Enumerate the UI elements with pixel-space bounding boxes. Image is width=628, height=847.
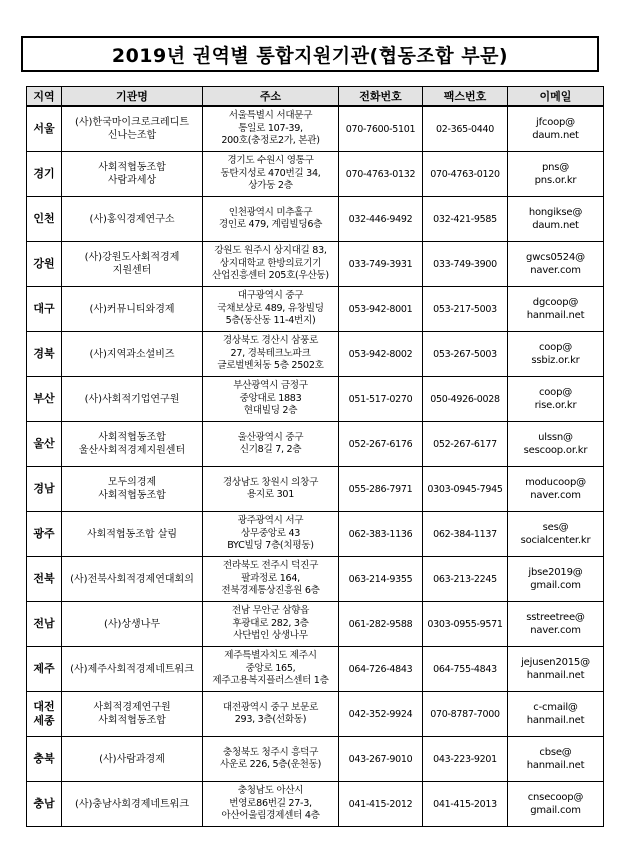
region-cell xyxy=(27,557,62,602)
address-cell-line: 제주고용복지플러스센터 1층 xyxy=(212,675,329,687)
org-name-cell-line: (사)충남사회경제네트워크 xyxy=(74,798,190,810)
org-name-cell xyxy=(62,737,203,782)
region-cell-line: 경기 xyxy=(33,167,55,180)
region-cell-line: 서울 xyxy=(33,122,55,135)
email-cell-line: pns.or.kr xyxy=(534,175,577,186)
address-cell xyxy=(203,467,339,512)
address-cell-line: 대전광역시 중구 보문로 xyxy=(222,701,319,713)
agency-table xyxy=(26,86,604,827)
address-cell-line: 통일로 107-39, xyxy=(238,122,303,134)
org-name-cell xyxy=(62,242,203,287)
address-cell xyxy=(203,197,339,242)
fax-cell: 070-8787-7000 xyxy=(423,692,508,737)
email-cell-line: cbse@ xyxy=(539,747,572,758)
org-name-cell-line: 사회적협동조합 xyxy=(98,715,166,726)
org-name-cell xyxy=(62,422,203,467)
phone-cell: 070-7600-5101 xyxy=(339,106,423,152)
phone-cell: 061-282-9588 xyxy=(339,602,423,647)
table-row xyxy=(27,737,604,782)
address-cell xyxy=(203,287,339,332)
email-cell xyxy=(508,332,604,377)
email-cell-line: jfcoop@ xyxy=(536,117,575,128)
region-cell xyxy=(27,197,62,242)
table-body xyxy=(27,106,604,827)
header-address: 주소 xyxy=(203,87,339,107)
email-cell-line: sescoop.or.kr xyxy=(523,445,588,456)
org-name-cell-line: (사)홍익경제연구소 xyxy=(89,213,175,225)
table-row xyxy=(27,422,604,467)
region-cell-line: 전남 xyxy=(33,617,55,630)
org-name-cell-line: 사회적협동조합 살림 xyxy=(86,528,178,540)
email-cell-line: coop@ xyxy=(538,342,573,353)
email-cell xyxy=(508,106,604,152)
address-cell xyxy=(203,106,339,152)
address-cell-line: 전라북도 전주시 덕진구 xyxy=(222,560,319,572)
region-cell xyxy=(27,512,62,557)
table-row xyxy=(27,152,604,197)
address-cell-line: 번영로86번길 27-3, xyxy=(229,797,312,809)
region-cell-line: 강원 xyxy=(33,257,55,270)
org-name-cell xyxy=(62,152,203,197)
org-name-cell xyxy=(62,782,203,827)
org-name-cell xyxy=(62,647,203,692)
address-cell xyxy=(203,602,339,647)
table-header-row xyxy=(27,87,604,107)
address-cell-line: 사단법인 상생나무 xyxy=(233,630,308,642)
region-cell xyxy=(27,602,62,647)
email-cell-line: sstreetree@ xyxy=(526,612,585,623)
email-cell xyxy=(508,782,604,827)
email-cell xyxy=(508,737,604,782)
region-cell xyxy=(27,242,62,287)
address-cell-line: 경인로 479, 계림빌딩6층 xyxy=(218,219,323,230)
header-org: 기관명 xyxy=(62,87,203,107)
region-cell xyxy=(27,106,62,152)
email-cell-line: ulssn@ xyxy=(538,432,573,443)
address-cell-line: 현대빌딩 2층 xyxy=(243,405,298,417)
address-cell xyxy=(203,377,339,422)
table-row xyxy=(27,287,604,332)
org-name-cell-line: 신나는조합 xyxy=(107,130,157,141)
email-cell xyxy=(508,467,604,512)
address-cell-line: 상무중앙로 43 xyxy=(240,527,301,539)
email-cell xyxy=(508,287,604,332)
region-cell-line: 인천 xyxy=(33,212,55,225)
org-name-cell-line: (사)강원도사회적경제 xyxy=(84,252,180,263)
fax-cell: 052-267-6177 xyxy=(423,422,508,467)
address-cell-line: 산업진흥센터 205호(우산동) xyxy=(212,270,329,282)
org-name-cell-line: (사)전북사회적경제연대회의 xyxy=(70,573,194,585)
fax-cell: 0303-0945-7945 xyxy=(423,467,508,512)
address-cell-line: 용지로 301 xyxy=(246,489,295,500)
address-cell xyxy=(203,512,339,557)
fax-cell: 033-749-3900 xyxy=(423,242,508,287)
org-name-cell-line: 지원센터 xyxy=(112,265,152,276)
address-cell-line: 글로벌벤처동 5층 2502호 xyxy=(217,360,324,372)
address-cell xyxy=(203,152,339,197)
email-cell xyxy=(508,602,604,647)
address-cell-line: 동탄지성로 470번길 34, xyxy=(220,167,321,179)
header-region: 지역 xyxy=(27,87,62,107)
phone-cell: 042-352-9924 xyxy=(339,692,423,737)
address-cell-line: 아산어울림경제센터 4층 xyxy=(221,810,320,822)
region-cell xyxy=(27,692,62,737)
address-cell-line: 강원도 원주시 상지대길 83, xyxy=(214,245,327,257)
email-cell xyxy=(508,557,604,602)
org-name-cell-line: (사)한국마이크로크레디트 xyxy=(74,117,190,128)
address-cell-line: 전남 무안군 삼향읍 xyxy=(231,605,310,617)
phone-cell: 070-4763-0132 xyxy=(339,152,423,197)
region-cell-line: 부산 xyxy=(33,392,55,405)
table-row xyxy=(27,242,604,287)
address-cell-line: 293, 3층(선화동) xyxy=(234,714,307,725)
table-row xyxy=(27,512,604,557)
email-cell xyxy=(508,512,604,557)
email-cell xyxy=(508,422,604,467)
region-cell xyxy=(27,737,62,782)
org-name-cell-line: (사)지역과소셜비즈 xyxy=(89,348,175,360)
org-name-cell-line: (사)사회적기업연구원 xyxy=(84,393,180,405)
email-cell-line: hanmail.net xyxy=(526,715,585,726)
email-cell-line: ses@ xyxy=(542,522,569,533)
email-cell-line: socialcenter.kr xyxy=(520,535,591,546)
phone-cell: 032-446-9492 xyxy=(339,197,423,242)
phone-cell: 062-383-1136 xyxy=(339,512,423,557)
table-row xyxy=(27,467,604,512)
fax-cell: 032-421-9585 xyxy=(423,197,508,242)
email-cell-line: daum.net xyxy=(532,220,579,231)
region-cell-line: 세종 xyxy=(33,714,55,727)
address-cell xyxy=(203,692,339,737)
email-cell-line: naver.com xyxy=(530,265,581,276)
org-name-cell-line: (사)제주사회적경제네트워크 xyxy=(70,663,194,675)
org-name-cell-line: (사)상생나무 xyxy=(103,618,161,630)
fax-cell: 053-267-5003 xyxy=(423,332,508,377)
org-name-cell xyxy=(62,197,203,242)
email-cell-line: coop@ xyxy=(538,387,573,398)
address-cell-line: 대구광역시 중구 xyxy=(237,290,304,302)
phone-cell: 053-942-8002 xyxy=(339,332,423,377)
address-cell-line: 서울특별시 서대문구 xyxy=(228,110,313,122)
email-cell-line: rise.or.kr xyxy=(534,400,577,411)
email-cell-line: hanmail.net xyxy=(526,760,585,771)
email-cell xyxy=(508,152,604,197)
address-cell xyxy=(203,557,339,602)
phone-cell: 033-749-3931 xyxy=(339,242,423,287)
table-row xyxy=(27,692,604,737)
table-row xyxy=(27,377,604,422)
address-cell xyxy=(203,647,339,692)
table-row xyxy=(27,197,604,242)
phone-cell: 043-267-9010 xyxy=(339,737,423,782)
email-cell xyxy=(508,692,604,737)
email-cell-line: gmail.com xyxy=(530,805,581,816)
fax-cell: 070-4763-0120 xyxy=(423,152,508,197)
address-cell-line: 경상북도 경산시 삼풍로 xyxy=(222,335,319,347)
org-name-cell-line: 사회적협동조합 xyxy=(98,490,166,501)
org-name-cell xyxy=(62,287,203,332)
region-cell xyxy=(27,782,62,827)
org-name-cell-line: 사회적협동조합 xyxy=(98,432,166,443)
email-cell-line: pns@ xyxy=(541,162,570,173)
phone-cell: 063-214-9355 xyxy=(339,557,423,602)
address-cell-line: 27, 경북테크노파크 xyxy=(230,347,311,359)
org-name-cell xyxy=(62,557,203,602)
fax-cell: 041-415-2013 xyxy=(423,782,508,827)
org-name-cell-line: 울산사회적경제지원센터 xyxy=(78,445,186,456)
email-cell xyxy=(508,197,604,242)
email-cell-line: hongikse@ xyxy=(528,207,583,218)
email-cell-line: cnsecoop@ xyxy=(527,792,584,803)
email-cell-line: naver.com xyxy=(530,490,581,501)
address-cell-line: 200호(충정로2가, 본관) xyxy=(221,135,320,147)
email-cell xyxy=(508,242,604,287)
address-cell-line: 울산광역시 중구 xyxy=(237,431,304,443)
region-cell xyxy=(27,377,62,422)
address-cell-line: 신기8길 7, 2층 xyxy=(239,444,302,455)
address-cell-line: 광주광역시 서구 xyxy=(237,515,304,527)
fax-cell: 02-365-0440 xyxy=(423,106,508,152)
org-name-cell-line: 모두의경제 xyxy=(107,477,157,488)
document-title: 2019년 권역별 통합지원기관(협동조합 부문) xyxy=(21,36,599,72)
address-cell-line: 5층(동산동 11-4번지) xyxy=(225,315,316,327)
address-cell-line: 경기도 수원시 영통구 xyxy=(227,155,314,167)
address-cell-line: 사운로 226, 5층(운천동) xyxy=(219,759,322,770)
address-cell-line: 경상남도 창원시 의창구 xyxy=(222,476,319,488)
region-cell xyxy=(27,647,62,692)
address-cell-line: 충청남도 아산시 xyxy=(237,785,304,797)
phone-cell: 051-517-0270 xyxy=(339,377,423,422)
table-row xyxy=(27,106,604,152)
org-name-cell-line: 사회적경제연구원 xyxy=(93,702,171,713)
region-cell xyxy=(27,467,62,512)
address-cell-line: 팔과정로 164, xyxy=(241,572,300,584)
region-cell xyxy=(27,287,62,332)
address-cell-line: 중앙대로 1883 xyxy=(239,392,302,404)
region-cell-line: 충북 xyxy=(33,752,55,765)
email-cell xyxy=(508,647,604,692)
header-email: 이메일 xyxy=(508,87,604,107)
fax-cell: 043-223-9201 xyxy=(423,737,508,782)
fax-cell: 062-384-1137 xyxy=(423,512,508,557)
email-cell-line: moducoop@ xyxy=(525,477,586,488)
header-phone: 전화번호 xyxy=(339,87,423,107)
fax-cell: 0303-0955-9571 xyxy=(423,602,508,647)
table-row xyxy=(27,647,604,692)
table-row xyxy=(27,782,604,827)
phone-cell: 052-267-6176 xyxy=(339,422,423,467)
address-cell-line: 제주특별자치도 제주시 xyxy=(224,650,317,662)
region-cell-line: 경북 xyxy=(33,347,55,360)
table-row xyxy=(27,332,604,377)
email-cell-line: gwcs0524@ xyxy=(526,252,585,263)
address-cell xyxy=(203,332,339,377)
fax-cell: 050-4926-0028 xyxy=(423,377,508,422)
region-cell-line: 대전 xyxy=(33,700,55,713)
table-row xyxy=(27,557,604,602)
address-cell xyxy=(203,242,339,287)
org-name-cell xyxy=(62,692,203,737)
region-cell-line: 울산 xyxy=(33,437,55,450)
address-cell-line: BYC빌딩 7층(치평동) xyxy=(227,540,314,552)
region-cell-line: 대구 xyxy=(33,302,55,315)
email-cell-line: jbse2019@ xyxy=(528,567,583,578)
address-cell-line: 전북경제통상진흥원 6층 xyxy=(221,585,320,597)
email-cell-line: jejusen2015@ xyxy=(521,657,590,668)
org-name-cell xyxy=(62,332,203,377)
org-name-cell xyxy=(62,602,203,647)
region-cell-line: 제주 xyxy=(33,662,55,675)
address-cell-line: 상가동 2층 xyxy=(248,180,293,192)
region-cell xyxy=(27,332,62,377)
fax-cell: 063-213-2245 xyxy=(423,557,508,602)
org-name-cell-line: 사람과세상 xyxy=(107,175,157,186)
address-cell-line: 부산광역시 금정구 xyxy=(233,380,308,392)
address-cell xyxy=(203,422,339,467)
email-cell-line: hanmail.net xyxy=(526,670,585,681)
org-name-cell xyxy=(62,106,203,152)
header-fax: 팩스번호 xyxy=(423,87,508,107)
address-cell-line: 국채보상로 489, 유창빌딩 xyxy=(217,302,324,314)
org-name-cell xyxy=(62,512,203,557)
fax-cell: 053-217-5003 xyxy=(423,287,508,332)
region-cell-line: 충남 xyxy=(33,797,55,810)
email-cell-line: dgcoop@ xyxy=(532,297,579,308)
org-name-cell-line: (사)사람과경제 xyxy=(99,753,165,765)
email-cell-line: hanmail.net xyxy=(526,310,585,321)
email-cell-line: daum.net xyxy=(532,130,579,141)
region-cell-line: 광주 xyxy=(33,527,55,540)
phone-cell: 055-286-7971 xyxy=(339,467,423,512)
email-cell-line: ssbiz.or.kr xyxy=(531,355,580,366)
email-cell-line: gmail.com xyxy=(530,580,581,591)
org-name-cell-line: (사)커뮤니티와경제 xyxy=(89,303,175,315)
table-row xyxy=(27,602,604,647)
email-cell xyxy=(508,377,604,422)
org-name-cell-line: 사회적협동조합 xyxy=(98,162,166,173)
region-cell xyxy=(27,422,62,467)
org-name-cell xyxy=(62,377,203,422)
email-cell-line: c-cmail@ xyxy=(533,702,578,713)
email-cell-line: naver.com xyxy=(530,625,581,636)
region-cell-line: 전북 xyxy=(33,572,55,585)
org-name-cell xyxy=(62,467,203,512)
region-cell-line: 경남 xyxy=(33,482,55,495)
address-cell xyxy=(203,782,339,827)
address-cell xyxy=(203,737,339,782)
address-cell-line: 후광대로 282, 3층 xyxy=(232,617,309,629)
address-cell-line: 충청북도 청주시 흥덕구 xyxy=(222,746,319,758)
phone-cell: 053-942-8001 xyxy=(339,287,423,332)
phone-cell: 041-415-2012 xyxy=(339,782,423,827)
fax-cell: 064-755-4843 xyxy=(423,647,508,692)
address-cell-line: 상지대학교 한방의료기기 xyxy=(219,257,322,269)
phone-cell: 064-726-4843 xyxy=(339,647,423,692)
region-cell xyxy=(27,152,62,197)
address-cell-line: 인천광역시 미추홀구 xyxy=(228,206,313,218)
address-cell-line: 중앙로 165, xyxy=(245,662,296,674)
